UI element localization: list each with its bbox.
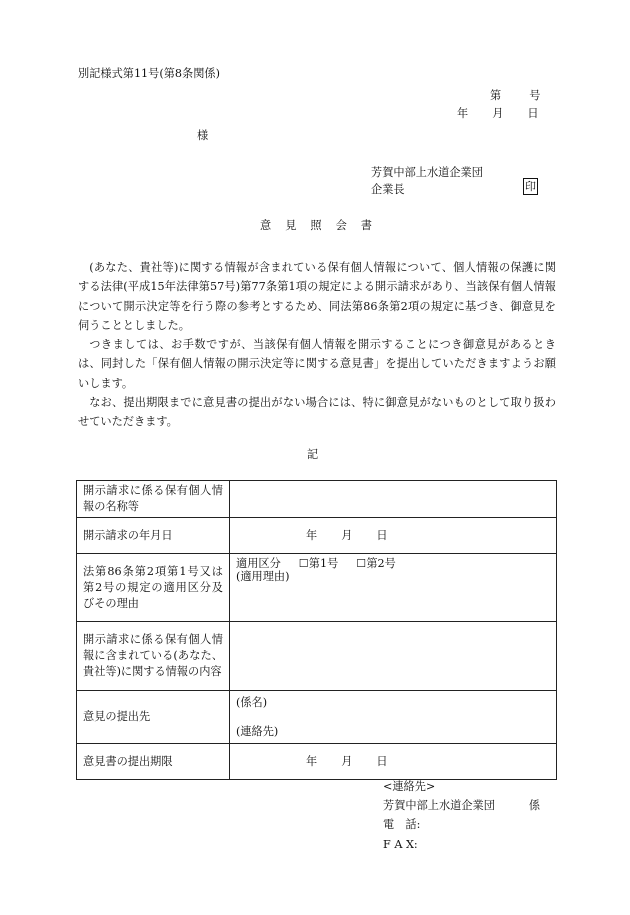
table-row [77, 518, 557, 554]
details-table [76, 480, 557, 780]
ki-heading: 記 [307, 448, 319, 461]
body-paragraph-1: (あなた、貴社等)に関する情報が含まれている保有個人情報について、個人情報の保護に関する法律(平成15年法律第57号)第77条第1項の規定による開示請求があり、当該保有個人情報について開示決定等を行う際の参考とするため、同法第86条第2項の規定に基づき、御意見を伺うこととしました。 [78, 261, 556, 332]
personal-info-name-label: 開示請求に係る保有個人情報の名称等 [77, 481, 230, 518]
date-month: 月 [492, 107, 504, 120]
category-reason: (適用理由) [236, 570, 290, 584]
number-suffix: 号 [529, 89, 541, 102]
body-text [78, 258, 556, 432]
info-content-label: 開示請求に係る保有個人情報に含まれている(あなた、貴社等)に関する情報の内容 [77, 622, 230, 691]
contact-section: 係 [528, 799, 541, 812]
number-prefix: 第 [490, 89, 502, 102]
category-label: 法第86条第2項第1号又は第2号の規定の適用区分及びその理由 [77, 554, 230, 622]
deadline-value: 年 月 日 [230, 744, 557, 780]
category-value [230, 554, 557, 622]
issuer-organization: 芳賀中部上水道企業団 [371, 166, 483, 179]
destination-contact: (連絡先) [236, 725, 279, 738]
contact-heading: <連絡先> [383, 780, 436, 793]
form-id: 別記様式第11号(第8条関係) [78, 67, 220, 80]
submission-destination-value [230, 691, 557, 744]
body-paragraph-2: つきましては、お手数ですが、当該保有個人情報を開示することにつき御意見があるときは、同封した「保有個人情報の開示決定等に関する意見書」を提出していただきますようお願いします。 [78, 338, 556, 390]
category-option-1: ☐第1号 [298, 557, 339, 570]
destination-section: (係名) [236, 695, 268, 709]
table-row [77, 691, 557, 744]
contact-organization: 芳賀中部上水道企業団 係 [383, 799, 541, 812]
table-row [77, 744, 557, 780]
body-paragraph-3: なお、提出期限までに意見書の提出がない場合には、特に御意見がないものとして取り扱わせていただきます。 [78, 396, 556, 429]
addressee: 様 [197, 129, 209, 142]
contact-fax: F A X: [383, 838, 418, 851]
date-year: 年 [457, 107, 469, 120]
category-option-2: ☐第2号 [356, 557, 396, 570]
document-title: 意見照会書 [260, 219, 386, 232]
request-date-label: 開示請求の年月日 [77, 518, 230, 554]
category-heading: 適用区分 [236, 557, 281, 570]
seal-mark: 印 [525, 180, 536, 193]
submission-destination-label: 意見の提出先 [77, 691, 230, 744]
info-content-value [230, 622, 557, 691]
issuer-chief: 企業長 [371, 183, 405, 196]
personal-info-name-value [230, 481, 557, 518]
request-date-value: 年 月 日 [230, 518, 557, 554]
table-row [77, 554, 557, 622]
contact-tel: 電 話: [383, 818, 421, 831]
table-row [77, 622, 557, 691]
document-number [490, 89, 540, 102]
issue-date [457, 107, 539, 120]
date-day: 日 [527, 107, 539, 120]
table-row [77, 481, 557, 518]
deadline-label: 意見書の提出期限 [77, 744, 230, 780]
